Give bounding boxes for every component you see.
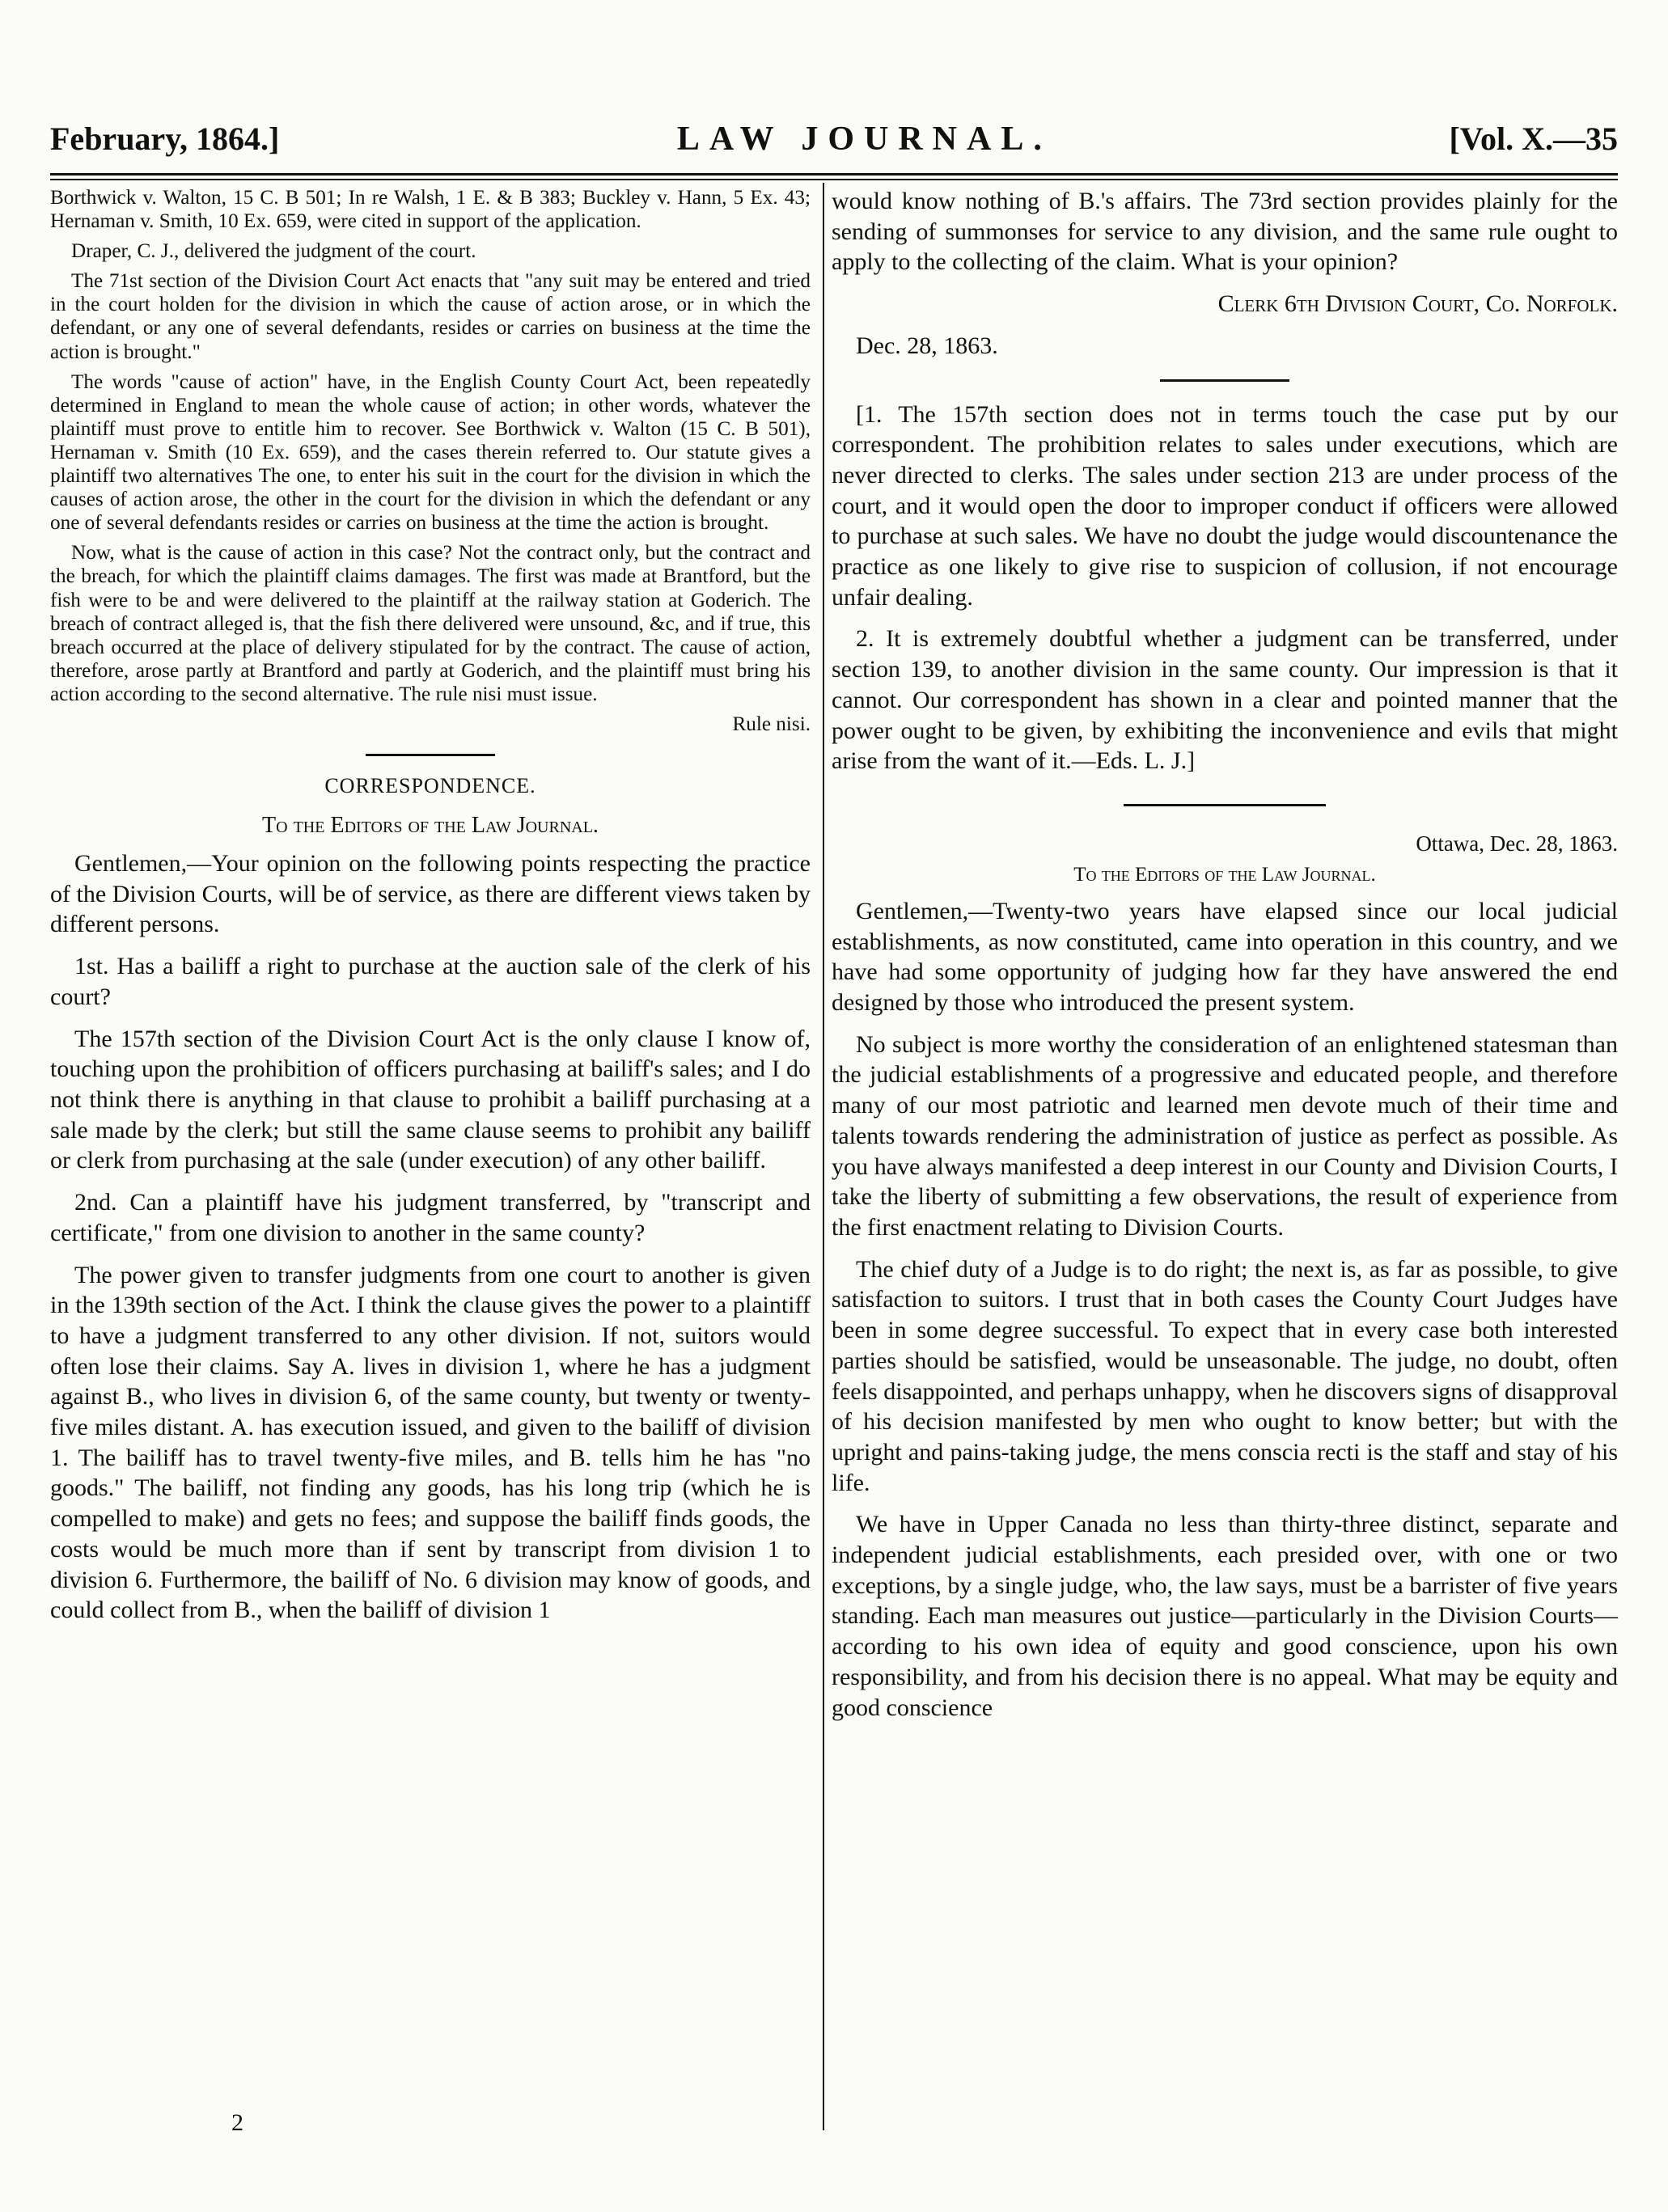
header-rule xyxy=(50,173,1618,176)
column-divider xyxy=(823,183,824,2130)
reply-rule xyxy=(1160,379,1289,382)
letter-paragraph: Gentlemen,—Your opinion on the following points respecting the practice of the Division Courts, will be of service, as there are different views taken by different persons. xyxy=(50,850,811,938)
rule-nisi: Rule nisi. xyxy=(732,713,811,735)
signature-mark: 2 xyxy=(231,2109,243,2136)
right-column xyxy=(832,186,1618,1734)
salutation-heading: To the Editors of the Law Journal. xyxy=(1073,863,1376,886)
judgment-paragraph: Now, what is the cause of action in this case? Not the contract only, but the contract and the breach, for which the plaintiff claims damages. The first was made at Brantford, but the fish were to be and were delivered to the plaintiff at the railway station at Goderich. The breach of contract alleged is, that the fish there delivered were unsound, &c, and if true, this breach occurred at the place of delivery stipulated for by the contract. The cause of action, therefore, arose partly at Brantford and partly at Goderich, and the plaintiff must bring his action according to the second alternative. The rule nisi must issue. xyxy=(50,542,811,705)
section-rule xyxy=(1124,804,1326,806)
header-date: February, 1864.] xyxy=(50,121,280,157)
letter-paragraph: No subject is more worthy the consideration of an enlightened statesman than the judicial establishments of a progressive and educated people, and therefore many of our most patriotic and learned men devote much of their time and talents towards rendering the administration of justice as perfect as possible. As you have always manifested a deep interest in our County and Division Courts, I take the liberty of submitting a few observations, the result of experience from the first enactment relating to Division Courts. xyxy=(832,1030,1618,1241)
journal-title: LAW JOURNAL. xyxy=(676,121,1052,158)
volume-page-number: [Vol. X.—35 xyxy=(1449,121,1618,157)
section-rule xyxy=(366,754,495,756)
editors-reply: [1. The 157th section does not in terms touch the case put by our correspondent. The prohibition relates to sales under executions, which are never directed to clerks. The sales under section 213 are under process of the court, and it would open the door to improper conduct if officers were allowed to purchase at such sales. We have no doubt the judge would discountenance the practice as one likely to give rise to suspicion of collusion, if not encourage unfair dealing. xyxy=(832,400,1618,611)
left-column xyxy=(50,186,811,1637)
salutation-heading: To the Editors of the Law Journal. xyxy=(262,813,599,839)
letter-signature: Clerk 6th Division Court, Co. Norfolk. xyxy=(1217,290,1618,318)
judgment-paragraph: The 71st section of the Division Court Act enacts that "any suit may be entered and tried in the court holden for the division in which the cause of action arose, or in which the defendant, or any one of several defendants, resides or carries on business at the time the action is brought." xyxy=(50,270,811,363)
letter-paragraph: The power given to transfer judgments from one court to another is given in the 139th section of the Act. I think the clause gives the power to a plaintiff to have a judgment transferred to any other division. If not, suitors would often lose their claims. Say A. lives in division 1, where he has a judgment against B., who lives in division 6, of the same county, but twenty or twenty-five miles distant. A. has execution issued, and given to the bailiff of division 1. The bailiff has to travel twenty-five miles, and B. tells him he has "no goods." The bailiff, not finding any goods, has his long trip (which he is compelled to make) and gets no fees; and suppose the bailiff finds goods, the costs would be much more than if sent by transcript from division 1 to division 6. Furthermore, the bailiff of No. 6 division may know of goods, and could collect from B., when the bailiff of division 1 xyxy=(50,1261,811,1624)
letter-continuation: would know nothing of B.'s affairs. The 73rd section provides plainly for the sending of summonses for service to any division, and the same rule ought to apply to the collecting of the claim. What is your opinion? xyxy=(832,188,1618,276)
letter-date: Dec. 28, 1863. xyxy=(856,332,998,359)
judgment-intro: Draper, C. J., delivered the judgment of the court. xyxy=(71,240,476,263)
case-citations: Borthwick v. Walton, 15 C. B 501; In re Walsh, 1 E. & B 383; Buckley v. Hann, 5 Ex. 43; Hernaman v. Smith, 10 Ex. 659, were cited in support of the application. xyxy=(50,187,811,233)
letter-paragraph: Gentlemen,—Twenty-two years have elapsed since our local judicial establishments, as now constituted, came into operation in this country, and we have had some opportunity of judging how far they have answered the end designed by those who introduced the present system. xyxy=(832,897,1618,1017)
letter-paragraph: The 157th section of the Division Court Act is the only clause I know of, touching upon the prohibition of officers purchasing at bailiff's sales; and I do not think there is anything in that clause to prohibit a bailiff purchasing at a sale made by the clerk; but still the same clause seems to prohibit any bailiff or clerk from purchasing at the sale (under execution) of any other bailiff. xyxy=(50,1025,811,1174)
correspondence-heading: CORRESPONDENCE. xyxy=(324,774,536,798)
letter-paragraph: We have in Upper Canada no less than thirty-three distinct, separate and independent judicial establishments, each presided over, with one or two exceptions, by a single judge, who, the law says, must be a barrister of five years standing. Each man measures out justice—particularly in the Division Courts—according to his own idea of equity and good conscience, upon his own responsibility, and from his decision there is no appeal. What may be equity and good conscience xyxy=(832,1511,1618,1721)
editors-reply: 2. It is extremely doubtful whether a judgment can be transferred, under section 139, to another division in the same county. Our impression is that it cannot. Our correspondent has shown in a clear and pointed manner that the power ought to be given, by exhibiting the inconvenience and evils that might arise from the want of it.—Eds. L. J.] xyxy=(832,625,1618,775)
judgment-paragraph: The words "cause of action" have, in the English County Court Act, been repeatedly determined in England to mean the whole cause of action; in other words, whatever the plaintiff must prove to entitle him to recover. See Borthwick v. Walton (15 C. B 501), Hernaman v. Smith (10 Ex. 659), and the cases therein referred to. Our statute gives a plaintiff two alternatives The one, to enter his suit in the court for the division in which the causes of action arose, the other in the court for the division in which the defendant or any one of several defendants resides or carries on business at the time the action is brought. xyxy=(50,370,811,535)
running-header xyxy=(50,120,1618,165)
letter-place-date: Ottawa, Dec. 28, 1863. xyxy=(1416,831,1618,856)
letter-paragraph: 2nd. Can a plaintiff have his judgment transferred, by "transcript and certificate," from one division to another in the same county? xyxy=(50,1189,811,1246)
letter-paragraph: The chief duty of a Judge is to do right; the next is, as far as possible, to give satisfaction to suitors. I trust that in both cases the County Court Judges have been in some degree successful. To expect that in every case both interested parties should be satisfied, would be unseasonable. The judge, no doubt, often feels disappointed, and perhaps unhappy, when he discovers signs of disapproval of his decision manifested by men who ought to know better; but with the upright and pains-taking judge, the mens conscia recti is the staff and stay of his life. xyxy=(832,1255,1618,1496)
letter-paragraph: 1st. Has a bailiff a right to purchase at the auction sale of the clerk of his court? xyxy=(50,953,811,1010)
header-rule-thin xyxy=(50,179,1618,180)
